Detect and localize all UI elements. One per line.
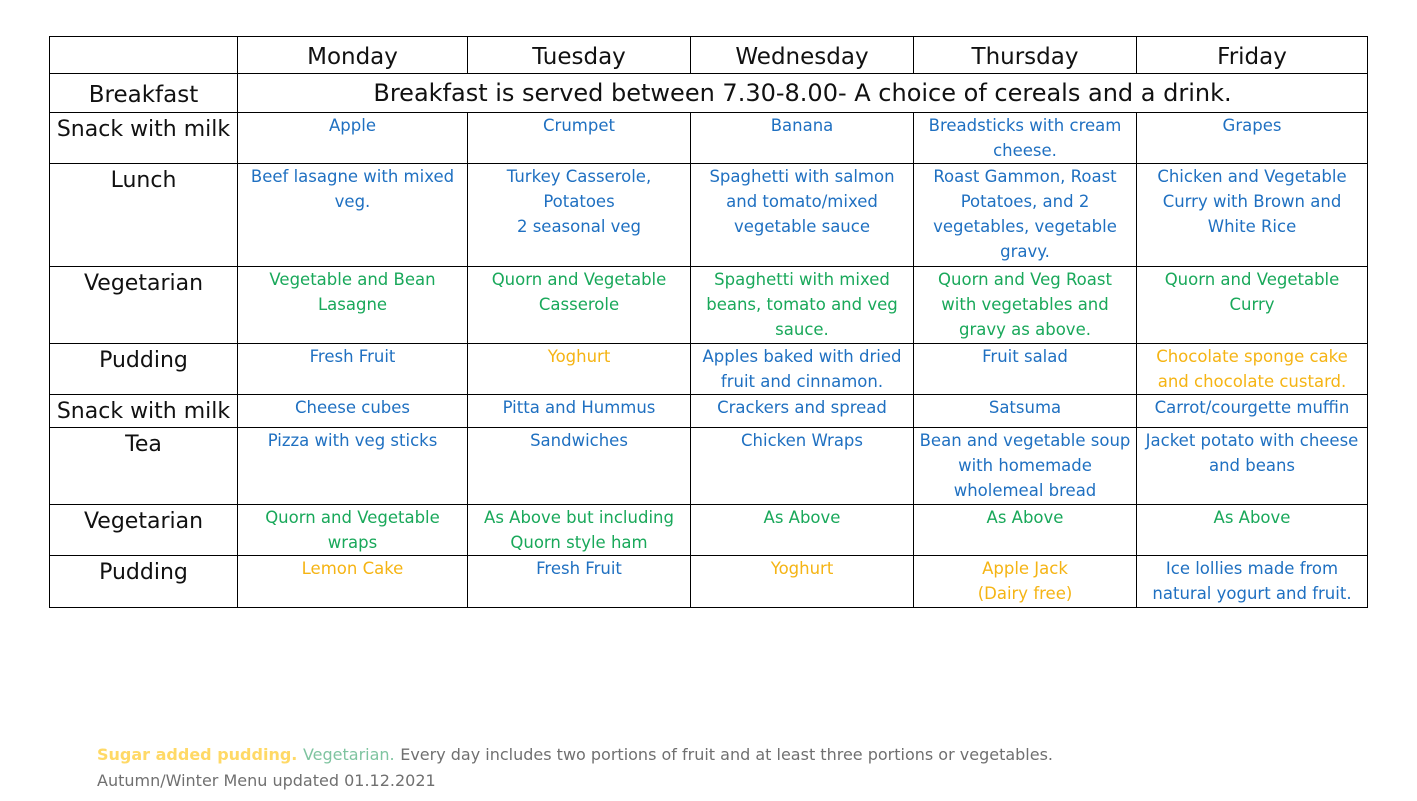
menu-cell-friday: Carrot/courgette muffin — [1137, 395, 1368, 428]
menu-cell-tuesday: Yoghurt — [468, 344, 691, 395]
day-header-tuesday: Tuesday — [468, 37, 691, 74]
menu-cell-tuesday: Pitta and Hummus — [468, 395, 691, 428]
row-label: Vegetarian — [50, 267, 238, 344]
menu-row — [50, 428, 1368, 505]
menu-cell-monday: Apple — [238, 113, 468, 164]
menu-cell-tuesday: Crumpet — [468, 113, 691, 164]
menu-cell-monday: Fresh Fruit — [238, 344, 468, 395]
menu-row — [50, 113, 1368, 164]
menu-cell-tuesday: Quorn and Vegetable Casserole — [468, 267, 691, 344]
menu-cell-wednesday: Apples baked with dried fruit and cinnamon. — [691, 344, 914, 395]
menu-cell-thursday: Breadsticks with cream cheese. — [914, 113, 1137, 164]
row-label: Snack with milk — [50, 395, 238, 428]
menu-cell-friday: Quorn and Vegetable Curry — [1137, 267, 1368, 344]
row-label: Pudding — [50, 344, 238, 395]
menu-cell-tuesday: Sandwiches — [468, 428, 691, 505]
day-header-row — [50, 37, 1368, 74]
day-header-wednesday: Wednesday — [691, 37, 914, 74]
menu-cell-tuesday: Turkey Casserole, Potatoes 2 seasonal veg — [468, 164, 691, 267]
menu-cell-wednesday: As Above — [691, 505, 914, 556]
menu-cell-tuesday: As Above but including Quorn style ham — [468, 505, 691, 556]
menu-cell-friday: Chocolate sponge cake and chocolate custard. — [1137, 344, 1368, 395]
menu-row — [50, 505, 1368, 556]
row-label: Pudding — [50, 556, 238, 608]
menu-updated: Autumn/Winter Menu updated 01.12.2021 — [97, 771, 436, 790]
breakfast-label: Breakfast — [50, 74, 238, 113]
menu-cell-thursday: Apple Jack (Dairy free) — [914, 556, 1137, 608]
vegetarian-key: Vegetarian. — [302, 745, 395, 764]
menu-cell-wednesday: Crackers and spread — [691, 395, 914, 428]
menu-cell-friday: Ice lollies made from natural yogurt and fruit. — [1137, 556, 1368, 608]
day-header-thursday: Thursday — [914, 37, 1137, 74]
row-label: Lunch — [50, 164, 238, 267]
menu-cell-thursday: Roast Gammon, Roast Potatoes, and 2 vegetables, vegetable gravy. — [914, 164, 1137, 267]
menu-cell-wednesday: Yoghurt — [691, 556, 914, 608]
menu-cell-tuesday: Fresh Fruit — [468, 556, 691, 608]
day-header-friday: Friday — [1137, 37, 1368, 74]
menu-cell-thursday: As Above — [914, 505, 1137, 556]
footer-legend — [97, 742, 1053, 768]
menu-cell-wednesday: Spaghetti with salmon and tomato/mixed vegetable sauce — [691, 164, 914, 267]
menu-cell-wednesday: Chicken Wraps — [691, 428, 914, 505]
menu-cell-friday: As Above — [1137, 505, 1368, 556]
row-label: Snack with milk — [50, 113, 238, 164]
corner-cell — [50, 37, 238, 74]
breakfast-row — [50, 74, 1368, 113]
menu-cell-monday: Vegetable and Bean Lasagne — [238, 267, 468, 344]
menu-cell-thursday: Fruit salad — [914, 344, 1137, 395]
menu-cell-thursday: Bean and vegetable soup with homemade wholemeal bread — [914, 428, 1137, 505]
menu-cell-thursday: Quorn and Veg Roast with vegetables and gravy as above. — [914, 267, 1137, 344]
menu-cell-monday: Beef lasagne with mixed veg. — [238, 164, 468, 267]
menu-cell-monday: Quorn and Vegetable wraps — [238, 505, 468, 556]
row-label: Vegetarian — [50, 505, 238, 556]
day-header-monday: Monday — [238, 37, 468, 74]
menu-cell-monday: Pizza with veg sticks — [238, 428, 468, 505]
menu-cell-monday: Cheese cubes — [238, 395, 468, 428]
menu-row — [50, 164, 1368, 267]
menu-cell-wednesday: Banana — [691, 113, 914, 164]
menu-cell-friday: Grapes — [1137, 113, 1368, 164]
sugar-key: Sugar added pudding. — [97, 745, 298, 764]
menu-row — [50, 395, 1368, 428]
menu-cell-friday: Jacket potato with cheese and beans — [1137, 428, 1368, 505]
row-label: Tea — [50, 428, 238, 505]
menu-row — [50, 556, 1368, 608]
menu-cell-monday: Lemon Cake — [238, 556, 468, 608]
menu-body — [50, 113, 1368, 608]
menu-cell-friday: Chicken and Vegetable Curry with Brown and White Rice — [1137, 164, 1368, 267]
breakfast-note: Breakfast is served between 7.30-8.00- A choice of cereals and a drink. — [238, 74, 1368, 113]
menu-cell-wednesday: Spaghetti with mixed beans, tomato and veg sauce. — [691, 267, 914, 344]
menu-cell-thursday: Satsuma — [914, 395, 1137, 428]
menu-row — [50, 267, 1368, 344]
weekly-menu-table — [49, 36, 1368, 608]
menu-row — [50, 344, 1368, 395]
footer — [97, 742, 1053, 794]
footer-note: Every day includes two portions of fruit and at least three portions or vegetables. — [400, 745, 1054, 764]
